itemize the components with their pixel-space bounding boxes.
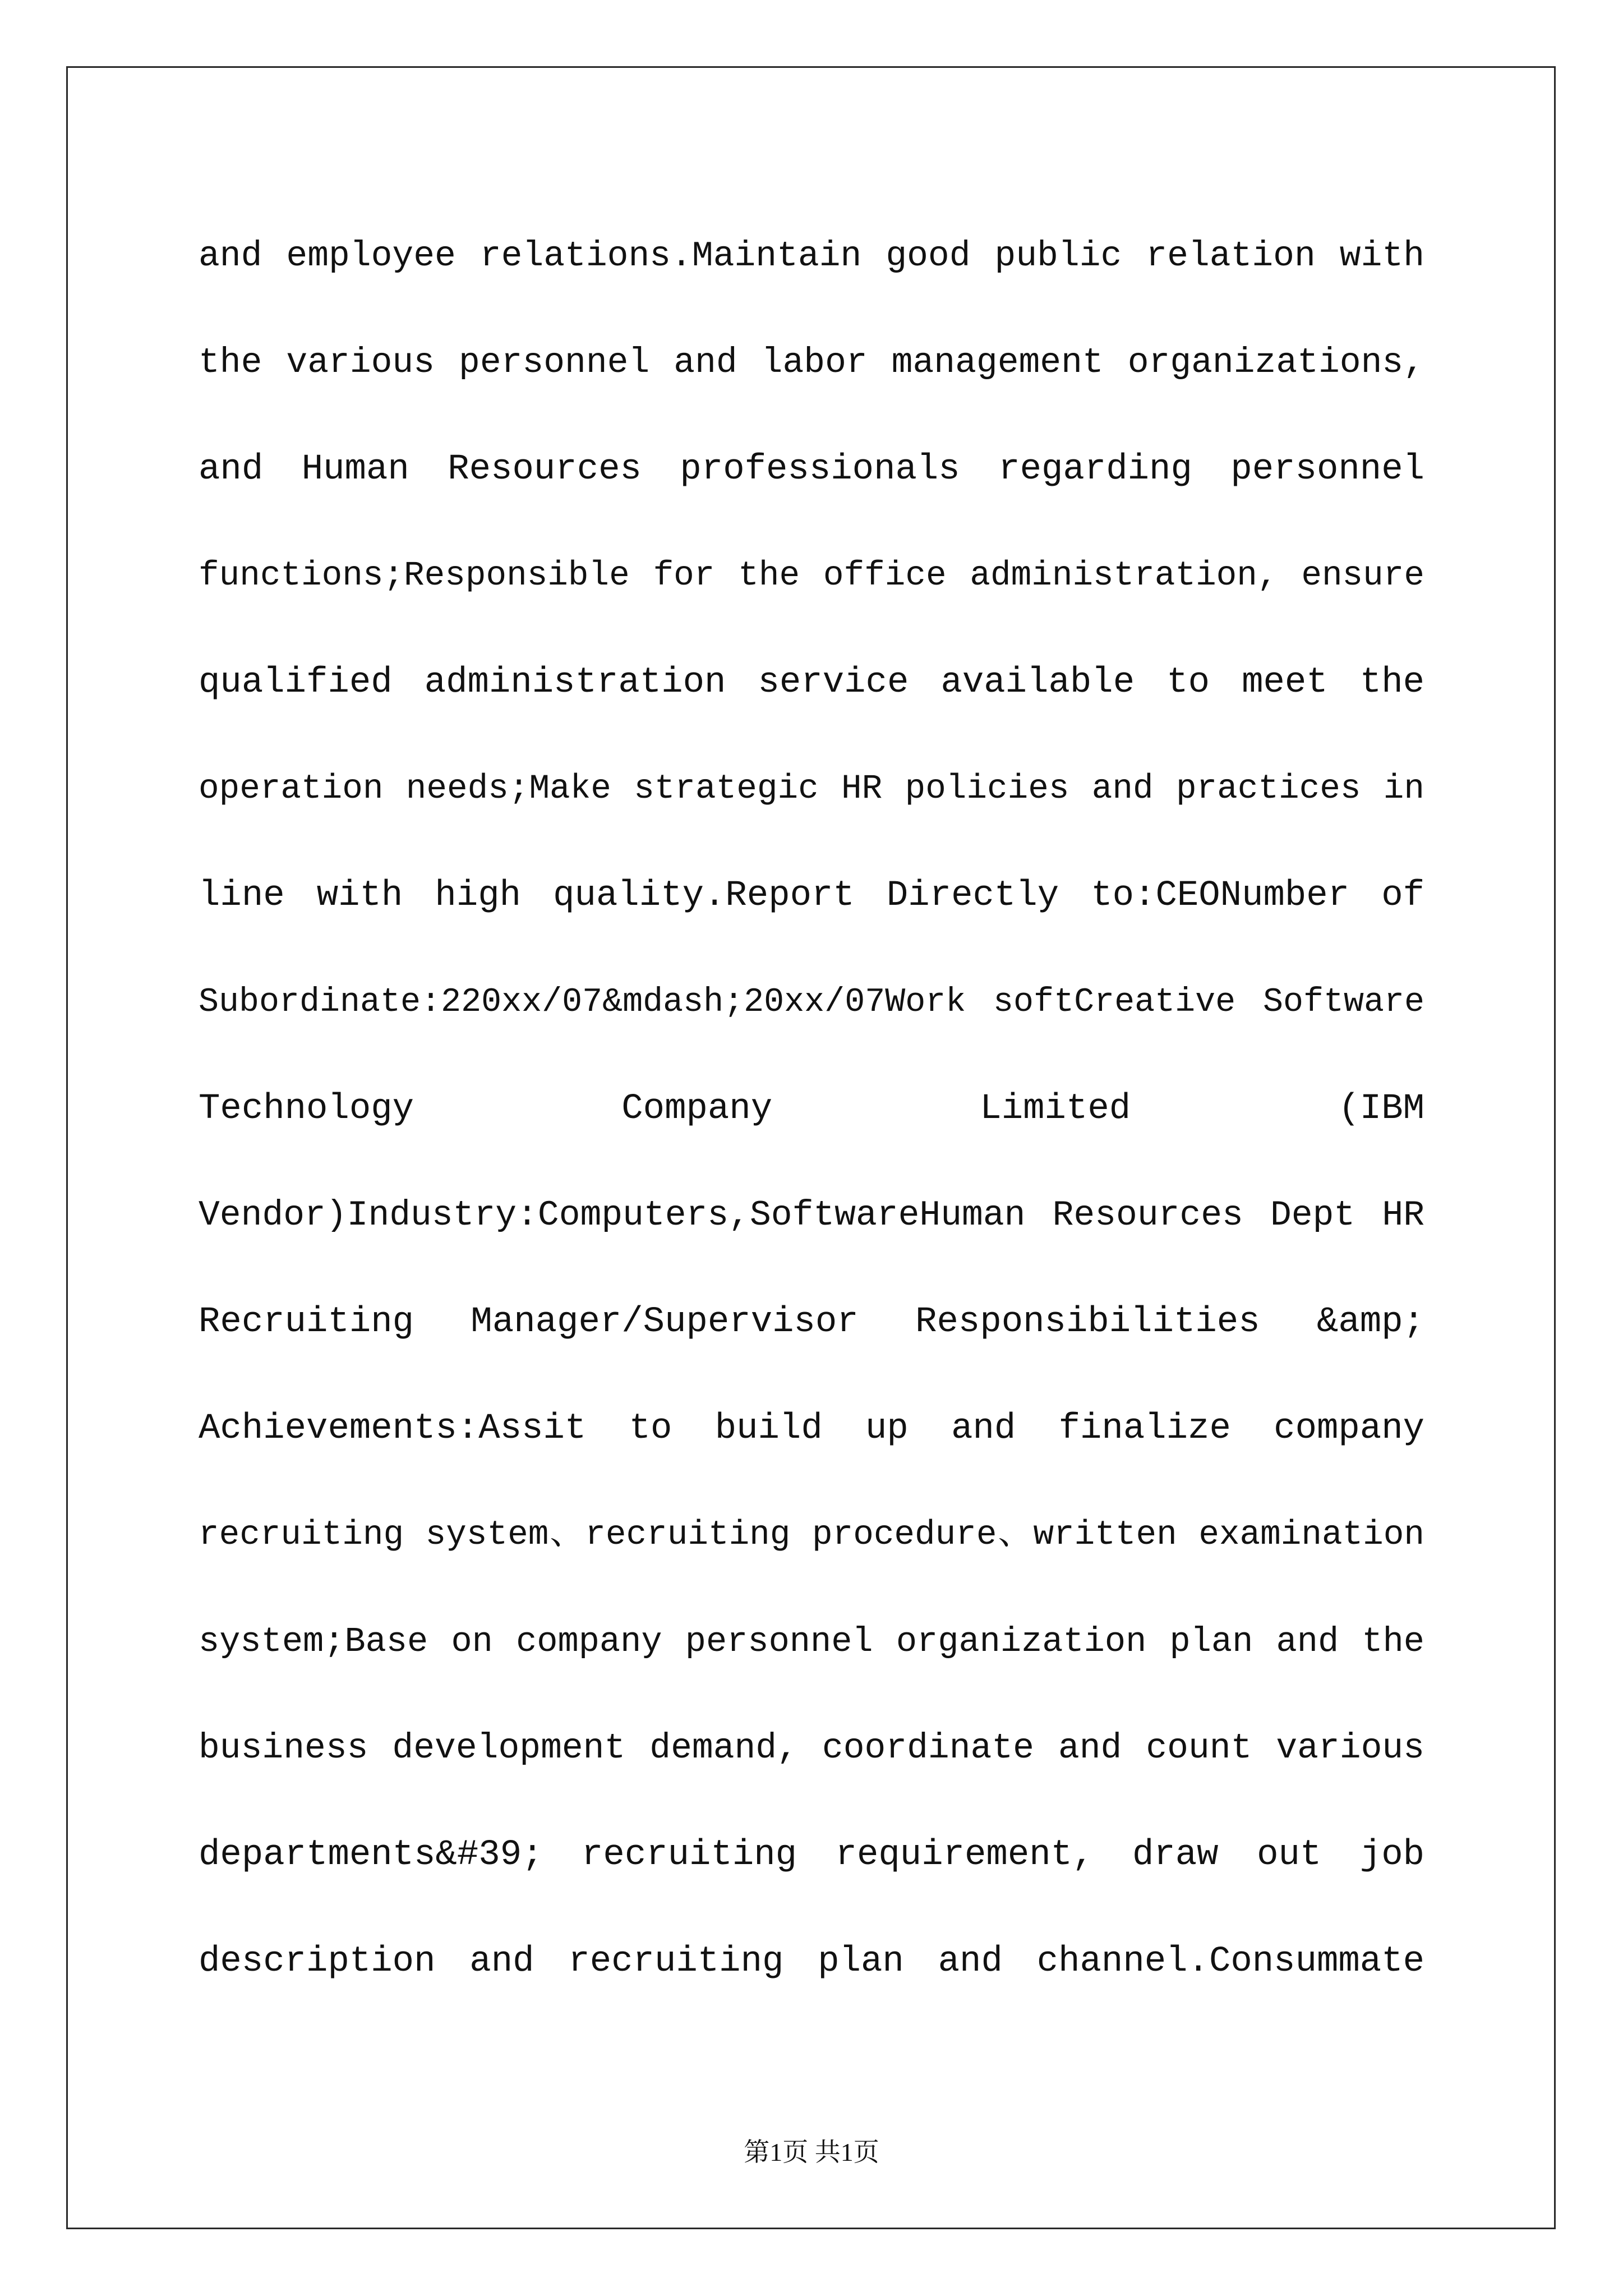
text-line: Achievements:Assit to build up and finalize company (199, 1409, 1424, 1449)
page-footer: 第1页 共1页 (744, 2138, 879, 2166)
text-line: functions;Responsible for the office administration, ensure (199, 556, 1424, 595)
text-line: departments&#39; recruiting requirement, draw out job (199, 1835, 1424, 1875)
text-line: operation needs;Make strategic HR policies and practices in (199, 770, 1424, 808)
document-body (199, 203, 1424, 2015)
text-line: business development demand, coordinate and count various (199, 1728, 1424, 1768)
text-line: and employee relations.Maintain good public relation with (199, 236, 1424, 276)
text-line: system;Base on company personnel organization plan and the (199, 1622, 1424, 1662)
text-line: and Human Resources professionals regarding personnel (199, 449, 1424, 490)
text-line: qualified administration service available to meet the (199, 662, 1424, 703)
text-line: Subordinate:220xx/07&mdash;20xx/07Work softCreative Software (199, 983, 1424, 1022)
text-line: the various personnel and labor management organizations, (199, 343, 1424, 383)
text-line: Technology Company Limited (IBM (199, 1089, 1424, 1129)
text-line: recruiting system、recruiting procedure、written examination (199, 1516, 1424, 1554)
text-line: Vendor)Industry:Computers,SoftwareHuman Resources Dept HR (199, 1195, 1424, 1235)
text-line: Recruiting Manager/Supervisor Responsibilities &amp; (199, 1302, 1424, 1342)
text-line: description and recruiting plan and channel.Consummate (199, 1941, 1424, 1982)
text-line: line with high quality.Report Directly to:CEONumber of (199, 876, 1424, 916)
